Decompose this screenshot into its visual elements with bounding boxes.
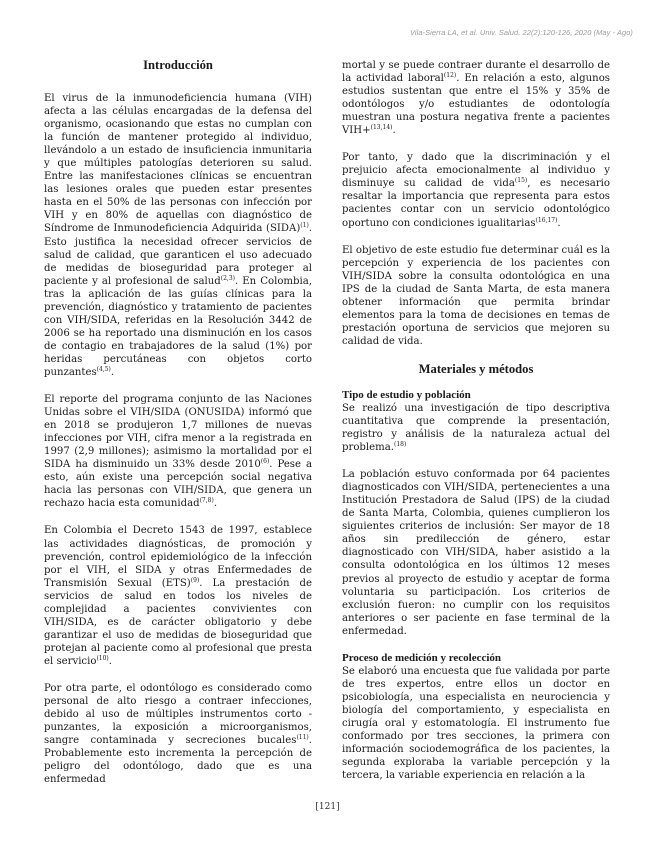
citation: (10) xyxy=(96,654,109,662)
text-run: Por otra parte, el odontólogo es considerado como personal de alto riesgo a contraer infecciones, debido al uso de múltiples instrumentos corto - punzantes, la exposición a microorganismos, sangre contaminada y secreciones bucales xyxy=(44,682,312,747)
objective-paragraph: El objetivo de este estudio fue determinar cuál es la percepción y experiencia de los pacientes con VIH/SIDA sobre la consulta odontológica en una IPS de la ciudad de Santa Marta, de esta manera obtener información que permita brindar elementos para la toma de decisiones en temas de prestación oportuna de servicios que mejoren su calidad de vida. xyxy=(342,244,610,347)
text-run: En Colombia el Decreto 1543 de 1997, establece las actividades diagnósticas, de promoción y prevención, control epidemiológico de la infección por el VIH, el SIDA y otras Enfermedades de Transmisión Sexual (ETS) xyxy=(44,525,312,589)
citation: (15) xyxy=(514,177,528,185)
citation: (13,14) xyxy=(370,124,393,132)
subheading-tipo-estudio: Tipo de estudio y población xyxy=(342,388,471,401)
text-run: El reporte del programa conjunto de las Naciones Unidas sobre el VIH/SIDA (ONUSIDA) informó que en 2018 se produjeron 1,7 millones de nuevas infecciones por VIH, cifra menor a la registrada en 1997 (2,9 millones); asimismo la mortalidad por el SIDA ha disminuido un 33% desde 2010 xyxy=(44,394,312,471)
text-run: . xyxy=(392,125,396,137)
citation: (18) xyxy=(394,441,407,449)
text-run: . Probablemente esto incrementa la percepción de peligro del odontólogo, dado que es una enfermedad xyxy=(44,735,312,786)
citation: (9) xyxy=(190,576,200,584)
measurement-paragraph: Se elaboró una encuesta que fue validada por parte de tres expertos, entre ellos un doctor en psicobiología, una especialista en neurociencia y biología del comportamiento, y especialista en cirugía oral y estomatología. El instrumento fue conformado por tres secciones, la primera con información sociodemográfica de los pacientes, la segunda exploraba la variable percepción y la tercera, la variable experiencia en relación a la xyxy=(342,665,610,782)
text-run: . En relación a esto, algunos estudios sustentan que entre el 15% y 35% de odontólogos y/o estudiantes de odontología muestran una postura negativa frente a pacientes VIH+ xyxy=(342,73,610,137)
text-run: . xyxy=(213,498,218,510)
text-run: . Pese a esto, aún existe una percepción social negativa hacia las personas con VIH/SIDA, que genera un rechazo hacia esta comunidad xyxy=(44,459,312,510)
subheading-proceso-medicion: Proceso de medición y recolección xyxy=(342,651,502,664)
study-type-paragraph xyxy=(342,402,610,454)
right-column xyxy=(342,59,610,796)
intro-paragraph-5 xyxy=(342,59,610,137)
citation: (4,5) xyxy=(96,365,111,373)
citation: (7,8) xyxy=(199,497,214,505)
citation: (12) xyxy=(443,72,457,80)
citation: (11) xyxy=(296,734,309,742)
text-run: . xyxy=(108,655,112,667)
citation: (16,17) xyxy=(535,216,558,224)
page-number: [121] xyxy=(315,802,340,812)
text-run: Se realizó una investigación de tipo descriptiva cuantitativa que comprende la presentación, registro y análisis de la naturaleza actual del problema. xyxy=(342,402,610,454)
intro-paragraph-2 xyxy=(44,393,312,510)
intro-paragraph-1 xyxy=(44,92,312,379)
text-run: Por tanto, y dado que la discriminación y el prejuicio afecta emocionalmente al individuo y disminuye su calidad de vida xyxy=(342,152,610,190)
text-run: . En Colombia, tras la aplicación de las guías clínicas para la prevención, diagnóstico y tratamiento de pacientes con VIH/SIDA, referidas en la Resolución 3442 de 2006 se ha reportado una disminución en los casos de contagio en trabajadores de la salud (1%) por heridas percutáneas con objetos corto punzantes xyxy=(44,275,312,378)
section-heading-materiales: Materiales y métodos xyxy=(418,361,534,376)
citation: (2,3) xyxy=(220,274,235,282)
text-run: . xyxy=(557,217,561,229)
population-paragraph: La población estuvo conformada por 64 pacientes diagnosticados con VIH/SIDA, pertenecientes a una Institución Prestadora de Salud (IPS) de la ciudad de Santa Marta, Colombia, quienes cumplieron los siguientes criterios de inclusión: Ser mayor de 18 años sin predilección de género, estar diagnosticado con VIH/SIDA, haber asistido a la consulta odontológica en los últimos 12 meses previos al proyecto de estudio y aceptar de forma voluntaria su participación. Los criterios de exclusión fueron: no cumplir con los requisitos anteriores o ser paciente en fase terminal de la enfermedad. xyxy=(342,469,610,637)
text-run: . Esto justifica la necesidad ofrecer servicios de salud de calidad, que garanticen el uso adecuado de medidas de bioseguridad para proteger al paciente y al profesional de salud xyxy=(44,223,312,287)
citation: (1) xyxy=(300,222,309,230)
intro-paragraph-6 xyxy=(342,151,610,229)
section-heading-introduccion: Introducción xyxy=(143,58,213,72)
intro-paragraph-4 xyxy=(44,682,312,786)
text-run: , es necesario resaltar la importancia que representa para estos pacientes contar con un servicio odontológico oportuno con condiciones igualitarias xyxy=(342,178,610,229)
text-run: . xyxy=(110,366,115,378)
text-run: El virus de la inmunodeficiencia humana (VIH) afecta a las células encargadas de la defensa del organismo, ocasionando que estas no cumplan con la función de mantener protegido al individuo, llevándolo a un estado de insuficiencia inmunitaria y que múltiples patologías deterioren su salud. Entre las manifestaciones clínicas se encuentran las lesiones orales que pueden estar presentes hasta en el 50% de las personas con infección por VIH y en 80% de aquellas con diagnóstico de Síndrome de Inmunodeficiencia Adquirida (SIDA) xyxy=(44,93,312,235)
text-run: mortal y se puede contraer durante el desarrollo de la actividad laboral xyxy=(342,60,610,85)
running-header: Vila-Sierra LA, et al. Univ. Salud. 22(2):120-126, 2020 (May - Ago) xyxy=(409,28,633,37)
left-column xyxy=(44,58,312,800)
intro-paragraph-3 xyxy=(44,524,312,668)
text-run: . La prestación de servicios de salud en todos los niveles de complejidad a pacientes convivientes con VIH/SIDA, es de carácter obligatorio y debe garantizar el uso de medidas de bioseguridad que protejan al paciente como al profesional que presta el servicio xyxy=(44,577,313,667)
citation: (6) xyxy=(260,458,270,466)
